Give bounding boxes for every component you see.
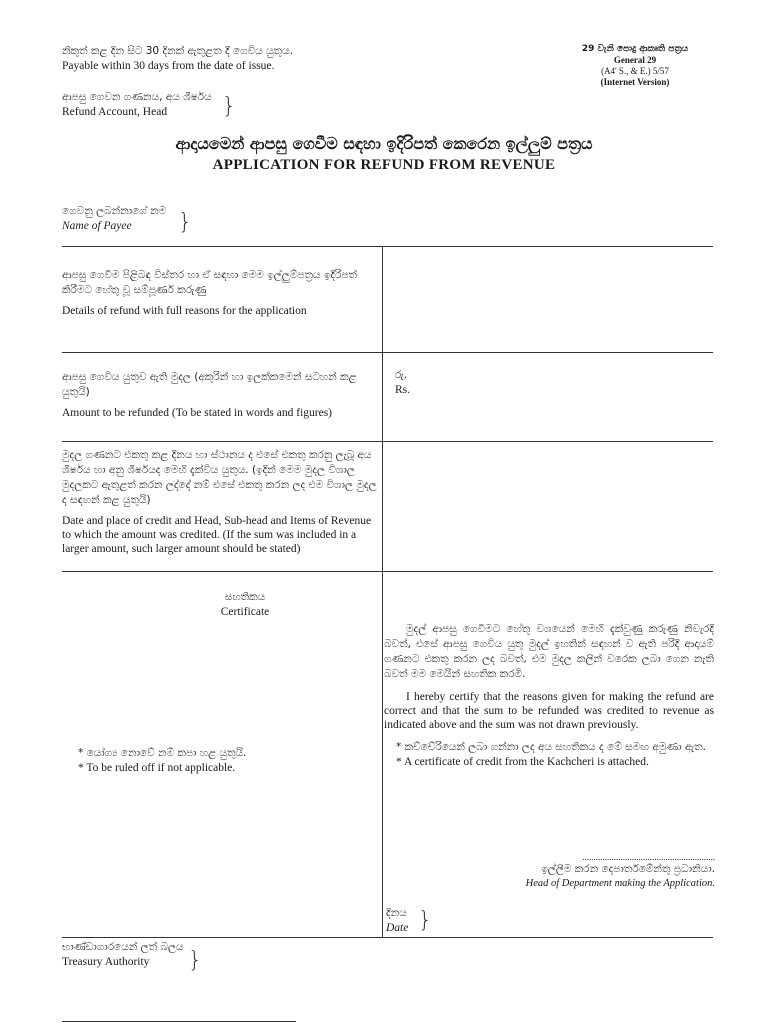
table-bottom-rule xyxy=(62,937,713,938)
brace-decoration: } xyxy=(418,908,432,933)
certificate-body-en: I hereby certify that the reasons given for making the refund are correct and that the sum to be refunded was credited to revenue as indicated above and the sum was not drawn previously. xyxy=(384,691,714,731)
date-label-en: Date xyxy=(386,922,409,934)
signature-line[interactable]: ........................................................... xyxy=(582,852,715,862)
brace-decoration: } xyxy=(222,94,236,119)
details-field[interactable] xyxy=(384,248,712,351)
date-label xyxy=(386,906,408,935)
currency-marker xyxy=(395,368,410,397)
credit-field[interactable] xyxy=(384,443,712,570)
footer-rule xyxy=(62,1021,296,1022)
form-reference xyxy=(560,44,710,88)
brace-decoration: } xyxy=(178,210,192,235)
ruled-off-note xyxy=(78,746,338,775)
table-row-divider xyxy=(62,571,713,572)
credit-label-si: මුදල ගණනට එකතු කළ දිනය හා ස්ථානය ද එසේ එකතු කරනු ලැබූ අය ශීර්ෂය හා අනු ශීර්ෂයද මෙහි දැක්විය යුතුය. (ඉදින් මෙම මුදල විශාල මුදලකට ඇතුළත් කරන ලද්දේ නම් එසේ එකතු කරන ලද එම විශාල මුදල ද සඳහන් කළ යුතුයි) xyxy=(62,449,377,506)
ruled-off-note-en: * To be ruled off if not applicable. xyxy=(78,762,236,774)
certificate-body-si: මුදල් ආපසු ගෙවීමට හේතු වශයෙන් මෙහි දැක්වුණු කරුණු නිවැරදි බවත්, එසේ ආපසු ගෙවිය යුතු මුදල් ඉහතින් සඳහන් ව ඇති පරිදි ආදායම් ගණනට එකතු කරන ලද බවත්, එම මුදල කලින් වරෙක ලබා ගෙන නැති බවත් මම මෙයින් සහතික කරමි. xyxy=(384,623,714,680)
attachment-note xyxy=(396,740,726,769)
payee-label-en: Name of Payee xyxy=(62,220,132,232)
table-row-divider xyxy=(62,441,713,442)
form-ref-line4: (Internet Version) xyxy=(600,77,670,87)
attachment-note-si: * කච්චේරියෙන් ලබා ගන්නා ලද අය සහතිකය ද මේ සමඟ අමුණා ඇත. xyxy=(396,741,706,753)
attachment-note-en: * A certificate of credit from the Kachcheri is attached. xyxy=(396,756,649,768)
certificate-title-si: සහතිකය xyxy=(224,591,266,603)
credit-row-label xyxy=(62,448,378,556)
certificate-title xyxy=(160,590,330,619)
payable-notice-si: නිකුත් කළ දින සිට 30 දිනක් ඇතුළත දී ගෙවිය යුතුය. xyxy=(62,45,294,57)
form-ref-line2: General 29 xyxy=(613,55,657,65)
refund-account-en: Refund Account, Head xyxy=(62,106,168,118)
currency-en: Rs. xyxy=(395,384,411,396)
payable-notice xyxy=(62,44,392,73)
form-title-en: APPLICATION FOR REFUND FROM REVENUE xyxy=(212,157,556,173)
treasury-authority-en: Treasury Authority xyxy=(62,956,150,968)
form-ref-line3: (A4' S., & E.) 5/57 xyxy=(601,66,669,76)
details-label-en: Details of refund with full reasons for the application xyxy=(62,305,307,317)
treasury-authority-si: භාණ්ඩාගාරයෙන් ලත් බලය xyxy=(62,941,184,953)
form-ref-line1: 29 වැනි පොදු ආකෘති පත්‍රය xyxy=(581,44,689,54)
credit-label-en: Date and place of credit and Head, Sub-head and Items of Revenue to which the amount was credited. (If the sum was included in a larger amount, such larger amount should be stated) xyxy=(62,515,372,555)
head-of-department-signature xyxy=(470,852,715,891)
refund-account-head xyxy=(62,90,242,119)
refund-account-si: ආපසු ගෙවන ගණනය, අය ශීර්ෂය xyxy=(62,91,212,103)
date-label-si: දිනය xyxy=(386,907,407,919)
head-of-department-si: ඉල්ලීම කරන දෙපාර්තමේන්තු ප්‍රධානියා. xyxy=(541,863,715,875)
head-of-department-en: Head of Department making the Application. xyxy=(525,878,715,889)
payee-label xyxy=(62,204,222,233)
table-row-divider xyxy=(62,352,713,353)
currency-si: රු. xyxy=(395,369,408,381)
payee-label-si: ගෙවනු ලබන්නාගේ නම xyxy=(62,205,167,217)
amount-label-si: ආපසු ගෙවිය යුතුව ඇති මුදල (අකුරින් හා ඉලක්කමෙන් සටහන් කළ යුතුයි) xyxy=(62,371,357,398)
ruled-off-note-si: * යෝග්‍ය නොවේ නම් කපා හළ යුතුයි. xyxy=(78,747,247,759)
payable-notice-en: Payable within 30 days from the date of issue. xyxy=(62,60,275,72)
table-column-divider xyxy=(382,246,383,937)
amount-row-label xyxy=(62,370,378,420)
details-row-label xyxy=(62,268,378,318)
brace-decoration: } xyxy=(188,948,202,973)
form-title-si: ආදායමෙන් ආපසු ගෙවීම සඳහා ඉදිරිපත් කෙරෙන ඉල්ලුම් පත්‍රය xyxy=(175,134,593,153)
certificate-statement xyxy=(384,622,714,732)
certificate-title-en: Certificate xyxy=(220,606,270,618)
amount-label-en: Amount to be refunded (To be stated in words and figures) xyxy=(62,407,333,419)
details-label-si: ආපසු ගෙවීම පිළිබඳ විස්තර හා ඒ සඳහා මෙම ඉල්ලුම්පත්‍රය ඉදිරිපත් කිරීමට හේතු වූ සම්පූර්ණ කරුණු xyxy=(62,269,358,296)
amount-field[interactable] xyxy=(420,354,712,440)
table-top-rule xyxy=(62,246,713,247)
